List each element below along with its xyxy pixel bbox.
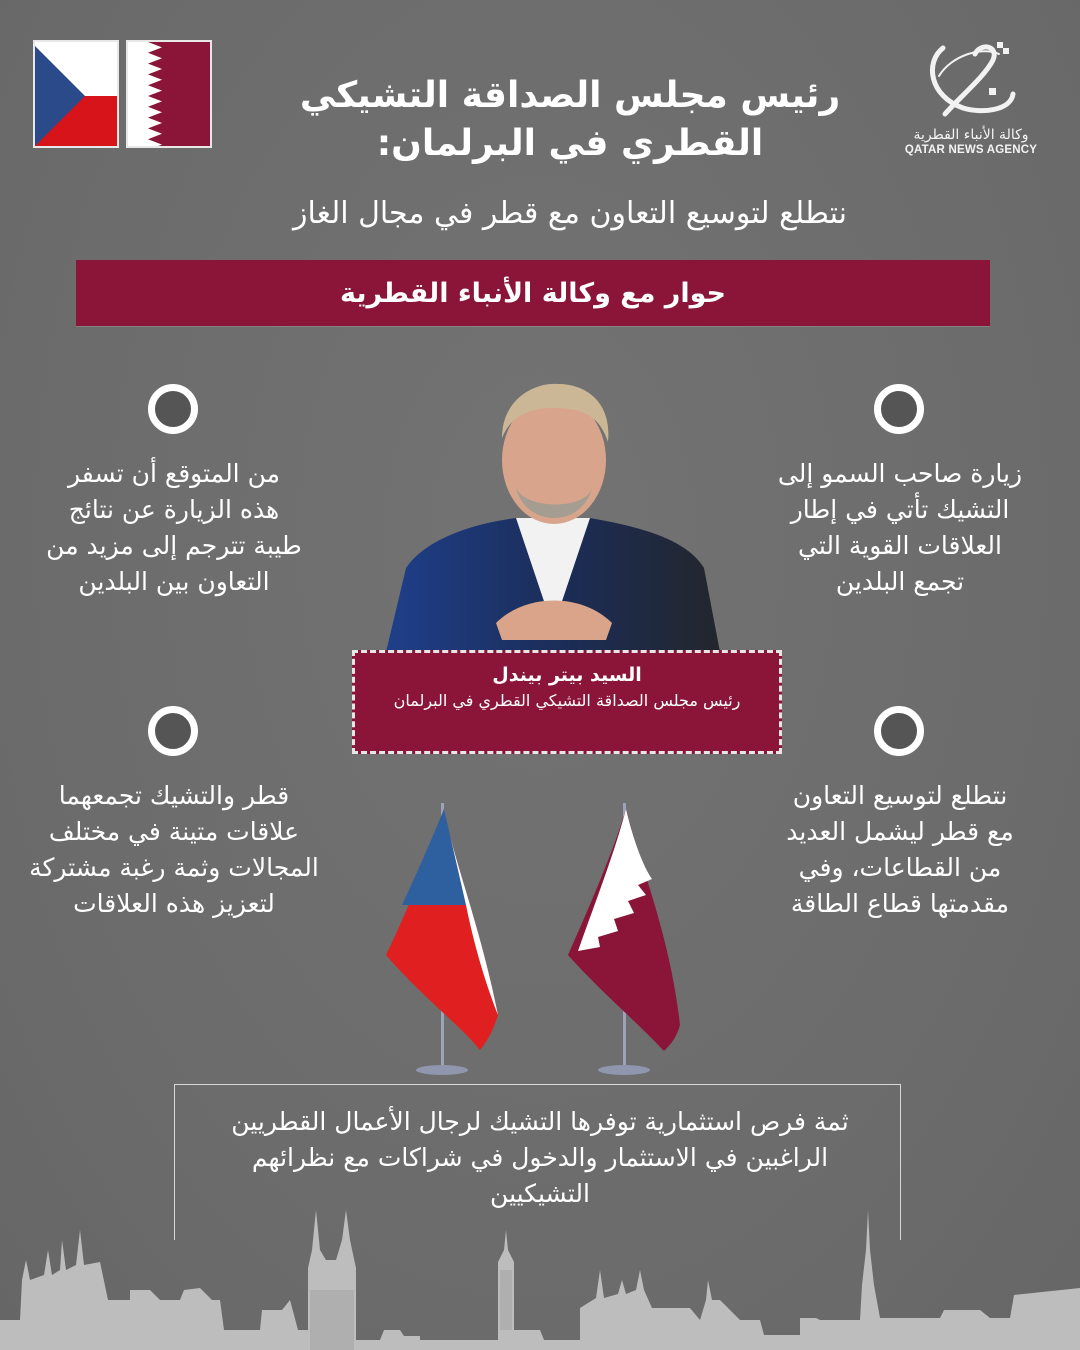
title-line-1: رئيس مجلس الصداقة التشيكي — [299, 75, 841, 116]
person-name: السيد بيتر بيندل — [492, 664, 642, 686]
note-line: ثمة فرص استثمارية توفرها التشيك لرجال الأعمال القطريين — [231, 1107, 849, 1136]
point-bottom-left — [14, 778, 334, 922]
point-line: هذه الزيارة عن نتائج — [68, 495, 280, 524]
page-title — [240, 72, 900, 168]
point-line: طيبة تترجم إلى مزيد من — [46, 531, 302, 560]
point-line: مقدمتها قطاع الطاقة — [790, 889, 1010, 918]
bullet-circle-icon — [874, 384, 924, 434]
banner-label: حوار مع وكالة الأنباء القطرية — [340, 277, 726, 309]
point-line: العلاقات القوية التي — [798, 531, 1002, 560]
point-line: المجالات وثمة رغبة مشتركة — [29, 853, 319, 882]
point-line: تجمع البلدين — [835, 567, 965, 596]
point-line: لتعزيز هذه العلاقات — [73, 889, 275, 918]
qna-logo — [900, 36, 1042, 156]
title-line-2: القطري في البرلمان: — [376, 123, 764, 164]
page-subtitle: نتطلع لتوسيع التعاون مع قطر في مجال الغاز — [292, 196, 847, 231]
point-line: زيارة صاحب السمو إلى — [777, 459, 1023, 488]
logo-text-english: QATAR NEWS AGENCY — [904, 144, 1038, 156]
point-bottom-right — [740, 778, 1060, 922]
qatar-flag-icon — [126, 40, 212, 148]
point-line: من المتوقع أن تسفر — [68, 459, 280, 488]
note-line: الراغبين في الاستثمار والدخول في شراكات مع نظرائهم — [251, 1143, 829, 1172]
bullet-circle-icon — [148, 384, 198, 434]
point-line: نتطلع لتوسيع التعاون — [792, 781, 1008, 810]
person-name-card — [352, 650, 782, 754]
interview-banner — [76, 260, 990, 326]
point-line: مع قطر ليشمل العديد — [786, 817, 1014, 846]
desk-flags-illustration — [380, 795, 700, 1080]
point-line: التشيك تأتي في إطار — [790, 495, 1010, 524]
point-top-right — [740, 456, 1060, 600]
point-line: من القطاعات، وفي — [798, 853, 1002, 882]
bullet-circle-icon — [148, 706, 198, 756]
bullet-circle-icon — [874, 706, 924, 756]
note-line: التشيكيين — [490, 1179, 590, 1208]
logo-text-arabic: وكالة الأنباء القطرية — [913, 127, 1029, 143]
point-line: علاقات متينة في مختلف — [48, 817, 300, 846]
point-line: قطر والتشيك تجمعهما — [58, 781, 290, 810]
point-line: التعاون بين البلدين — [78, 567, 270, 596]
portrait-photo — [386, 378, 720, 652]
point-top-left — [14, 456, 334, 600]
qna-emblem-icon — [921, 36, 1021, 120]
person-role: رئيس مجلس الصداقة التشيكي القطري في البرلمان — [393, 691, 741, 710]
prague-skyline-illustration — [0, 1190, 1080, 1350]
czech-flag-icon — [33, 40, 119, 148]
